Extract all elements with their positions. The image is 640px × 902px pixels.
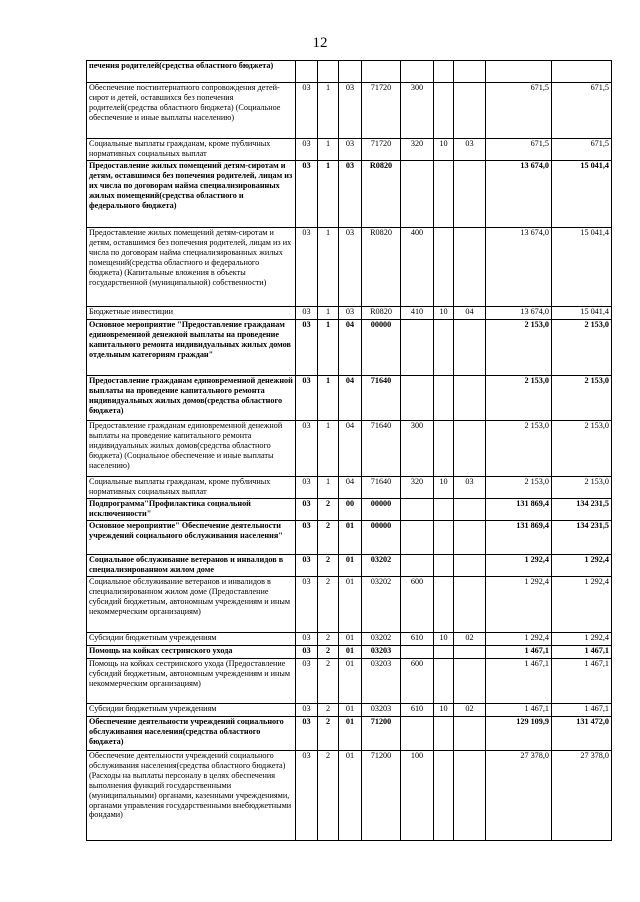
code-cell: [401, 376, 434, 421]
item-name-cell: Предоставление гражданам единовременной денежной выплаты на проведение капитального ремонта индивидуальных жилых домов(средства областного бюджета) (Социальное обеспечение и иные выплаты населению): [87, 421, 296, 477]
code-cell: 01: [339, 717, 362, 751]
amount-cell: 1 292,4: [552, 633, 612, 646]
code-cell: [434, 659, 454, 704]
code-cell: 100: [401, 751, 434, 841]
code-cell: [454, 521, 486, 555]
code-cell: 1: [318, 376, 339, 421]
code-cell: 03: [296, 521, 318, 555]
code-cell: [401, 646, 434, 659]
amount-cell: 1 467,1: [552, 704, 612, 717]
amount-cell: 1 467,1: [486, 704, 552, 717]
code-cell: 03: [339, 228, 362, 307]
code-cell: 03: [296, 499, 318, 521]
amount-cell: 13 674,0: [486, 307, 552, 320]
code-cell: 00000: [362, 320, 401, 376]
item-name-cell: Субсидии бюджетным учреждениям: [87, 704, 296, 717]
code-cell: 1: [318, 477, 339, 499]
code-cell: 10: [434, 704, 454, 717]
amount-cell: 131 869,4: [486, 521, 552, 555]
code-cell: [434, 376, 454, 421]
code-cell: [434, 320, 454, 376]
code-cell: 71200: [362, 717, 401, 751]
code-cell: [454, 646, 486, 659]
code-cell: 300: [401, 83, 434, 139]
code-cell: 1: [318, 307, 339, 320]
amount-cell: 1 292,4: [486, 555, 552, 577]
page-number: 12: [312, 35, 328, 51]
item-name-cell: Социальные выплаты гражданам, кроме публичных нормативных социальных выплат: [87, 477, 296, 499]
amount-cell: 1 292,4: [552, 577, 612, 633]
code-cell: 01: [339, 751, 362, 841]
amount-cell: 2 153,0: [486, 421, 552, 477]
code-cell: 1: [318, 421, 339, 477]
code-cell: [454, 659, 486, 704]
code-cell: [454, 320, 486, 376]
code-cell: [296, 61, 318, 83]
code-cell: 2: [318, 646, 339, 659]
amount-cell: 2 153,0: [486, 477, 552, 499]
table-row: [87, 577, 612, 633]
code-cell: 03: [296, 376, 318, 421]
code-cell: 71720: [362, 83, 401, 139]
code-cell: 2: [318, 499, 339, 521]
item-name-cell: Подпрограмма"Профилактика социальной исключенности": [87, 499, 296, 521]
code-cell: 1: [318, 161, 339, 228]
code-cell: 03: [339, 307, 362, 320]
amount-cell: 671,5: [486, 139, 552, 161]
code-cell: 71720: [362, 139, 401, 161]
code-cell: 2: [318, 555, 339, 577]
code-cell: 03: [296, 717, 318, 751]
code-cell: 00000: [362, 521, 401, 555]
code-cell: 03: [296, 83, 318, 139]
budget-table-body: [87, 61, 612, 841]
code-cell: 01: [339, 659, 362, 704]
table-row: [87, 83, 612, 139]
amount-cell: 2 153,0: [552, 421, 612, 477]
code-cell: 03: [296, 421, 318, 477]
amount-cell: 671,5: [552, 83, 612, 139]
code-cell: [434, 521, 454, 555]
code-cell: 03: [296, 659, 318, 704]
item-name-cell: Основное мероприятие "Предоставление гражданам единовременной денежной выплаты на проведение капитального ремонта индивидуальных жилых домов отдельным категориям граждан": [87, 320, 296, 376]
table-row: [87, 477, 612, 499]
code-cell: 03: [339, 161, 362, 228]
code-cell: 71640: [362, 376, 401, 421]
code-cell: 71640: [362, 421, 401, 477]
code-cell: 03: [454, 477, 486, 499]
code-cell: 2: [318, 751, 339, 841]
code-cell: 04: [339, 421, 362, 477]
code-cell: 1: [318, 228, 339, 307]
code-cell: [401, 499, 434, 521]
code-cell: 03: [296, 477, 318, 499]
code-cell: 03: [296, 751, 318, 841]
budget-table: [86, 60, 612, 841]
amount-cell: 1 292,4: [552, 555, 612, 577]
code-cell: 03: [296, 633, 318, 646]
table-row: [87, 61, 612, 83]
amount-cell: 134 231,5: [552, 499, 612, 521]
code-cell: [454, 83, 486, 139]
amount-cell: 129 109,9: [486, 717, 552, 751]
code-cell: 00: [339, 499, 362, 521]
amount-cell: 27 378,0: [486, 751, 552, 841]
code-cell: 03202: [362, 555, 401, 577]
table-row: [87, 228, 612, 307]
code-cell: 03: [296, 228, 318, 307]
code-cell: 1: [318, 83, 339, 139]
code-cell: 600: [401, 659, 434, 704]
code-cell: 400: [401, 228, 434, 307]
code-cell: 71640: [362, 477, 401, 499]
code-cell: [434, 555, 454, 577]
amount-cell: 2 153,0: [552, 320, 612, 376]
code-cell: 320: [401, 139, 434, 161]
amount-cell: 2 153,0: [552, 477, 612, 499]
code-cell: [434, 646, 454, 659]
code-cell: 10: [434, 477, 454, 499]
code-cell: 300: [401, 421, 434, 477]
code-cell: [454, 376, 486, 421]
amount-cell: [486, 61, 552, 83]
item-name-cell: печения родителей(средства областного бюджета): [87, 61, 296, 83]
code-cell: [434, 717, 454, 751]
code-cell: 71200: [362, 751, 401, 841]
code-cell: 10: [434, 633, 454, 646]
item-name-cell: Обеспечение деятельности учреждений социального обслуживания населения(средства областного бюджета) (Расходы на выплаты персоналу в целях обеспечения выполнения функций государственными (муниципальными) органами, казенными учреждениями, органами управления государственными внебюджетными фондами): [87, 751, 296, 841]
code-cell: 03: [296, 646, 318, 659]
code-cell: 03: [296, 320, 318, 376]
code-cell: 2: [318, 704, 339, 717]
amount-cell: 1 292,4: [486, 633, 552, 646]
amount-cell: 13 674,0: [486, 161, 552, 228]
code-cell: 01: [339, 555, 362, 577]
table-row: [87, 376, 612, 421]
code-cell: [339, 61, 362, 83]
code-cell: 04: [339, 477, 362, 499]
amount-cell: 131 869,4: [486, 499, 552, 521]
code-cell: 2: [318, 577, 339, 633]
table-row: [87, 499, 612, 521]
code-cell: [401, 555, 434, 577]
code-cell: [454, 717, 486, 751]
table-row: [87, 659, 612, 704]
code-cell: R0820: [362, 307, 401, 320]
table-row: [87, 307, 612, 320]
code-cell: 600: [401, 577, 434, 633]
code-cell: 03: [296, 307, 318, 320]
item-name-cell: Социальное обслуживание ветеранов и инвалидов в специализированном жилом доме: [87, 555, 296, 577]
item-name-cell: Помощь на койках сестринского ухода (Предоставление субсидий бюджетным, автономным учреждениям и иным некоммерческим организациям): [87, 659, 296, 704]
amount-cell: 2 153,0: [552, 376, 612, 421]
item-name-cell: Предоставление жилых помещений детям-сиротам и детям, оставшимся без попечения родителей, лицам из их числа по договорам найма специализированных жилых помещений(средства областного и федерального бюджета): [87, 161, 296, 228]
code-cell: [454, 577, 486, 633]
table-row: [87, 633, 612, 646]
item-name-cell: Социальное обслуживание ветеранов и инвалидов в специализированном жилом доме (Предоставление субсидий бюджетным, автономным учреждениям и иным некоммерческим организациям): [87, 577, 296, 633]
code-cell: [454, 61, 486, 83]
code-cell: [401, 61, 434, 83]
code-cell: [454, 161, 486, 228]
code-cell: 01: [339, 704, 362, 717]
amount-cell: 2 153,0: [486, 376, 552, 421]
amount-cell: 1 467,1: [552, 646, 612, 659]
code-cell: 2: [318, 521, 339, 555]
code-cell: 01: [339, 633, 362, 646]
code-cell: [434, 499, 454, 521]
table-row: [87, 320, 612, 376]
code-cell: [318, 61, 339, 83]
amount-cell: 134 231,5: [552, 521, 612, 555]
amount-cell: 15 041,4: [552, 307, 612, 320]
amount-cell: 1 467,1: [486, 646, 552, 659]
code-cell: 03202: [362, 633, 401, 646]
amount-cell: 671,5: [552, 139, 612, 161]
code-cell: R0820: [362, 228, 401, 307]
code-cell: 2: [318, 633, 339, 646]
code-cell: [454, 751, 486, 841]
code-cell: 03: [296, 161, 318, 228]
table-row: [87, 521, 612, 555]
code-cell: 03: [296, 577, 318, 633]
item-name-cell: Основное мероприятие" Обеспечение деятельности учреждений социального обслуживания населения": [87, 521, 296, 555]
code-cell: [454, 228, 486, 307]
code-cell: [401, 161, 434, 228]
item-name-cell: Обеспечение постинтернатного сопровождения детей-сирот и детей, оставшихся без попечения родителей(средства областного бюджета) (Социальное обеспечение и иные выплаты населению): [87, 83, 296, 139]
code-cell: [434, 161, 454, 228]
code-cell: 03203: [362, 646, 401, 659]
item-name-cell: Обеспечение деятельности учреждений социального обслуживания населения(средства областного бюджета): [87, 717, 296, 751]
code-cell: [434, 751, 454, 841]
code-cell: 01: [339, 521, 362, 555]
table-row: [87, 421, 612, 477]
code-cell: 00000: [362, 499, 401, 521]
amount-cell: 671,5: [486, 83, 552, 139]
code-cell: [434, 577, 454, 633]
code-cell: 04: [339, 376, 362, 421]
amount-cell: 1 467,1: [552, 659, 612, 704]
code-cell: 1: [318, 139, 339, 161]
code-cell: 03: [339, 139, 362, 161]
amount-cell: 1 467,1: [486, 659, 552, 704]
amount-cell: 27 378,0: [552, 751, 612, 841]
table-row: [87, 161, 612, 228]
table-row: [87, 751, 612, 841]
code-cell: [434, 228, 454, 307]
code-cell: 610: [401, 704, 434, 717]
code-cell: 03: [296, 555, 318, 577]
item-name-cell: Социальные выплаты гражданам, кроме публичных нормативных социальных выплат: [87, 139, 296, 161]
table-row: [87, 646, 612, 659]
amount-cell: 1 292,4: [486, 577, 552, 633]
item-name-cell: Предоставление жилых помещений детям-сиротам и детям, оставшимся без попечения родителей, лицам из их числа по договорам найма специализированных жилых помещений(средства областного и федерального бюджета) (Капитальные вложения в объекты государственной (муниципальной) собственности): [87, 228, 296, 307]
code-cell: [434, 421, 454, 477]
table-row: [87, 717, 612, 751]
code-cell: [401, 521, 434, 555]
amount-cell: 2 153,0: [486, 320, 552, 376]
code-cell: 1: [318, 320, 339, 376]
table-row: [87, 555, 612, 577]
code-cell: [434, 83, 454, 139]
code-cell: 04: [339, 320, 362, 376]
code-cell: [454, 499, 486, 521]
code-cell: 01: [339, 646, 362, 659]
item-name-cell: Субсидии бюджетным учреждениям: [87, 633, 296, 646]
code-cell: [454, 421, 486, 477]
amount-cell: [552, 61, 612, 83]
code-cell: 03203: [362, 659, 401, 704]
code-cell: 10: [434, 139, 454, 161]
code-cell: [454, 555, 486, 577]
table-row: [87, 704, 612, 717]
code-cell: 02: [454, 633, 486, 646]
code-cell: 10: [434, 307, 454, 320]
code-cell: 04: [454, 307, 486, 320]
item-name-cell: Бюджетные инвестиции: [87, 307, 296, 320]
code-cell: 03202: [362, 577, 401, 633]
table-row: [87, 139, 612, 161]
code-cell: 03: [339, 83, 362, 139]
code-cell: 2: [318, 717, 339, 751]
amount-cell: 131 472,0: [552, 717, 612, 751]
code-cell: 03: [296, 704, 318, 717]
item-name-cell: Предоставление гражданам единовременной денежной выплаты на проведение капитального ремонта индивидуальных жилых домов(средства областного бюджета): [87, 376, 296, 421]
amount-cell: 15 041,4: [552, 161, 612, 228]
code-cell: [434, 61, 454, 83]
code-cell: 03203: [362, 704, 401, 717]
code-cell: R0820: [362, 161, 401, 228]
code-cell: [401, 717, 434, 751]
code-cell: 610: [401, 633, 434, 646]
code-cell: 02: [454, 704, 486, 717]
code-cell: 03: [296, 139, 318, 161]
code-cell: 01: [339, 577, 362, 633]
code-cell: 320: [401, 477, 434, 499]
code-cell: [362, 61, 401, 83]
code-cell: 2: [318, 659, 339, 704]
code-cell: 03: [454, 139, 486, 161]
amount-cell: 15 041,4: [552, 228, 612, 307]
item-name-cell: Помощь на койках сестринского ухода: [87, 646, 296, 659]
amount-cell: 13 674,0: [486, 228, 552, 307]
code-cell: 410: [401, 307, 434, 320]
code-cell: [401, 320, 434, 376]
